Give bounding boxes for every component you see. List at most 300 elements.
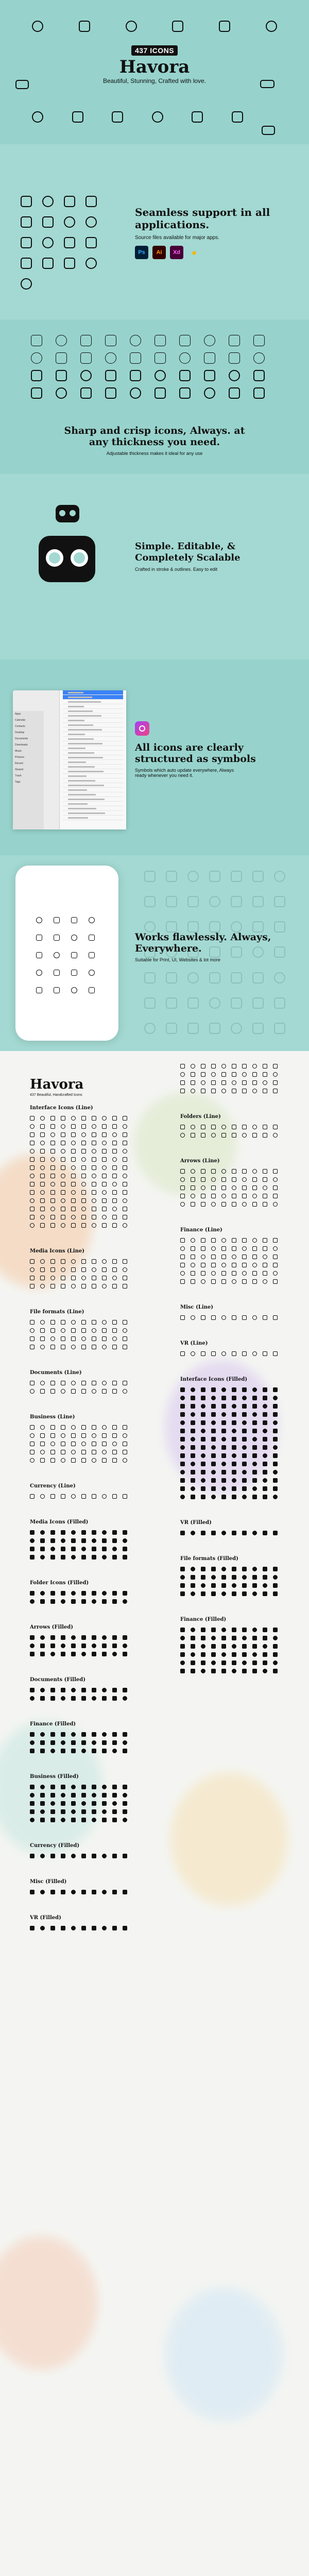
shop-icon [21, 237, 32, 248]
sidebar-item[interactable]: Tags [15, 781, 21, 784]
phone-icon-grid [36, 917, 97, 993]
symbol-menu-row[interactable] [63, 792, 123, 797]
catalog-icon [30, 1174, 35, 1178]
catalog-icon [81, 1223, 86, 1228]
grid-icon [154, 352, 166, 364]
symbols-window [13, 690, 126, 829]
catalog-icon [263, 1429, 267, 1433]
catalog-section [180, 1158, 283, 1207]
catalog-icon [232, 1660, 236, 1665]
tv-icon [64, 258, 75, 269]
catalog-icon [273, 1169, 278, 1174]
catalog-icon [50, 1116, 55, 1121]
catalog-icon [123, 1652, 127, 1656]
catalog-icon [201, 1652, 205, 1657]
catalog-icon [232, 1470, 236, 1475]
catalog-icon [112, 1381, 117, 1385]
symbol-menu-row[interactable] [63, 806, 123, 811]
catalog-icon [71, 1652, 76, 1656]
catalog-icon [30, 1284, 35, 1289]
catalog-icon [40, 1124, 45, 1129]
catalog-icon [50, 1555, 55, 1560]
catalog-icon [40, 1801, 45, 1806]
sidebar-item[interactable]: Downloads [15, 743, 28, 747]
section-icon-grid [180, 1315, 283, 1320]
catalog-icon [191, 1636, 195, 1640]
grid-icon [179, 387, 191, 399]
catalog-icon [180, 1486, 185, 1491]
catalog-icon [211, 1246, 216, 1251]
section-title: Misc (Filled) [30, 1879, 67, 1885]
support-desc: Source files available for major apps. [135, 235, 219, 241]
catalog-icon [201, 1495, 205, 1499]
catalog-icon [102, 1207, 107, 1211]
catalog-icon [232, 1169, 236, 1174]
symbol-row-placeholder [68, 757, 103, 758]
catalog-icon [50, 1635, 55, 1640]
catalog-icon [71, 1336, 76, 1341]
symbol-menu-row[interactable] [63, 714, 123, 718]
catalog-icon [201, 1194, 205, 1198]
catalog-icon [263, 1591, 267, 1596]
catalog-icon [112, 1207, 117, 1211]
catalog-icon [232, 1531, 236, 1535]
catalog-icon [112, 1442, 117, 1446]
catalog-icon [201, 1575, 205, 1580]
symbols-sidebar [13, 711, 44, 829]
symbol-menu-row[interactable] [63, 774, 123, 778]
pattern-icon [231, 921, 242, 933]
symbol-menu-row[interactable] [63, 741, 123, 746]
catalog-icon [232, 1080, 236, 1085]
catalog-icon [180, 1169, 185, 1174]
catalog-icon [191, 1072, 195, 1077]
symbol-menu-row[interactable] [63, 704, 123, 709]
catalog-icon [112, 1809, 117, 1814]
catalog-icon [232, 1351, 236, 1356]
catalog-icon [61, 1182, 65, 1187]
catalog-icon [232, 1495, 236, 1499]
symbol-row-placeholder [68, 738, 94, 740]
section-icon-grid [30, 1591, 133, 1604]
trophy-icon [85, 216, 97, 228]
sidebar-item[interactable]: Trash [15, 774, 22, 777]
catalog-icon [211, 1575, 216, 1580]
catalog-section [180, 1114, 283, 1138]
pattern-icon [187, 871, 199, 882]
sidebar-item[interactable]: Calendar [15, 719, 26, 722]
catalog-icon [211, 1644, 216, 1649]
section-title: Documents (Filled) [30, 1677, 85, 1683]
catalog-icon [81, 1157, 86, 1162]
section-title: Currency (Line) [30, 1483, 76, 1489]
catalog-icon [211, 1177, 216, 1182]
section-icon-grid [180, 1125, 283, 1138]
catalog-icon [30, 1165, 35, 1170]
symbol-menu-row[interactable] [63, 690, 123, 695]
section-icon-grid [30, 1732, 133, 1753]
symbol-menu-row[interactable] [63, 746, 123, 751]
catalog-icon [92, 1174, 96, 1178]
symbol-menu-row[interactable] [63, 695, 123, 700]
catalog-icon [92, 1284, 96, 1289]
grid-icon [229, 335, 240, 346]
catalog-icon [112, 1267, 117, 1272]
symbol-menu-row[interactable] [63, 700, 123, 704]
catalog-icon [92, 1223, 96, 1228]
catalog-icon [252, 1404, 257, 1409]
catalog-icon [221, 1263, 226, 1267]
symbol-menu-row[interactable] [63, 727, 123, 732]
catalog-icon [30, 1259, 35, 1264]
thumb-icon [152, 111, 163, 123]
catalog-icon [81, 1207, 86, 1211]
catalog-icon [40, 1749, 45, 1753]
catalog-icon [40, 1547, 45, 1551]
catalog-icon [263, 1387, 267, 1392]
sidebar-item[interactable]: Contacts [15, 725, 25, 728]
catalog-icon [123, 1643, 127, 1648]
catalog-icon [30, 1116, 35, 1121]
catalog-icon [92, 1433, 96, 1438]
catalog-icon [102, 1381, 107, 1385]
catalog-icon [201, 1387, 205, 1392]
shield-icon [64, 237, 75, 248]
section-title: Arrows (Filled) [30, 1624, 73, 1630]
catalog-icon [50, 1389, 55, 1394]
catalog-icon [211, 1315, 216, 1320]
catalog-icon [61, 1215, 65, 1219]
catalog-icon [102, 1182, 107, 1187]
catalog-icon [201, 1279, 205, 1284]
catalog-icon [50, 1149, 55, 1154]
catalog-icon [81, 1149, 86, 1154]
symbol-menu-row[interactable] [63, 802, 123, 806]
catalog-icon [71, 1259, 76, 1264]
catalog-icon [273, 1669, 278, 1673]
catalog-icon [81, 1785, 86, 1789]
catalog-icon [221, 1636, 226, 1640]
catalog-icon [252, 1194, 257, 1198]
catalog-icon [92, 1182, 96, 1187]
symbol-row-placeholder [68, 812, 105, 814]
catalog-icon [232, 1202, 236, 1207]
catalog-icon [123, 1116, 127, 1121]
catalog-icon [263, 1628, 267, 1632]
catalog-icon [61, 1223, 65, 1228]
catalog-icon [30, 1276, 35, 1280]
catalog-icon [273, 1263, 278, 1267]
pattern-icon [231, 1023, 242, 1034]
pattern-icon [144, 972, 156, 984]
catalog-icon [273, 1429, 278, 1433]
catalog-icon [112, 1132, 117, 1137]
catalog-icon [232, 1271, 236, 1276]
catalog-icon [201, 1478, 205, 1483]
catalog-icon [221, 1478, 226, 1483]
catalog-icon [201, 1420, 205, 1425]
catalog-icon [30, 1732, 35, 1737]
catalog-icon [71, 1345, 76, 1349]
catalog-icon [71, 1190, 76, 1195]
catalog-icon [123, 1165, 127, 1170]
symbol-menu-row[interactable] [63, 811, 123, 816]
catalog-icon [252, 1263, 257, 1267]
symbols-menu [59, 690, 126, 829]
symbol-menu-row[interactable] [63, 788, 123, 792]
catalog-icon [242, 1445, 247, 1450]
catalog-icon [232, 1412, 236, 1417]
catalog-icon [211, 1486, 216, 1491]
symbol-menu-row[interactable] [63, 718, 123, 723]
pattern-icon [252, 871, 264, 882]
catalog-icon [92, 1165, 96, 1170]
catalog-icon [30, 1198, 35, 1203]
catalog-icon [201, 1470, 205, 1475]
symbol-row-placeholder [68, 710, 93, 712]
catalog-icon [50, 1442, 55, 1446]
shop-icon [219, 21, 230, 32]
catalog-icon [263, 1660, 267, 1665]
medal-icon [42, 237, 54, 248]
catalog-icon [40, 1818, 45, 1822]
catalog-icon [81, 1696, 86, 1701]
catalog-icon [71, 1425, 76, 1430]
app-badge: ◆ [187, 246, 201, 259]
app-icon [36, 935, 42, 941]
catalog-icon [102, 1284, 107, 1289]
catalog-icon [123, 1749, 127, 1753]
symbol-menu-row[interactable] [63, 709, 123, 714]
catalog-icon [211, 1531, 216, 1535]
catalog-icon [71, 1328, 76, 1333]
catalog-icon [221, 1169, 226, 1174]
symbol-menu-row[interactable] [63, 751, 123, 755]
grid-icon [154, 370, 166, 381]
symbols-text [135, 742, 289, 778]
catalog-icon [242, 1169, 247, 1174]
catalog-icon [273, 1279, 278, 1284]
catalog-icon [81, 1458, 86, 1463]
catalog-icon [180, 1445, 185, 1450]
catalog-icon [252, 1279, 257, 1284]
sidebar-item[interactable]: Apps [15, 713, 21, 716]
catalog-icon [232, 1628, 236, 1632]
catalog-icon [201, 1429, 205, 1433]
catalog-icon [102, 1854, 107, 1858]
catalog-icon [40, 1635, 45, 1640]
catalog-icon [263, 1125, 267, 1129]
section-icon-grid [180, 1567, 283, 1596]
catalog-icon [71, 1818, 76, 1822]
catalog-icon [221, 1591, 226, 1596]
grid-icon [154, 335, 166, 346]
catalog-icon [92, 1276, 96, 1280]
crisp-icon-grid [31, 335, 265, 399]
catalog-icon [242, 1429, 247, 1433]
catalog-icon [242, 1133, 247, 1138]
grid-icon [179, 370, 191, 381]
catalog-icon [102, 1599, 107, 1604]
catalog-icon [242, 1470, 247, 1475]
catalog-icon [232, 1177, 236, 1182]
catalog-icon [40, 1732, 45, 1737]
catalog-icon [232, 1453, 236, 1458]
catalog-icon [221, 1644, 226, 1649]
catalog-icon [112, 1141, 117, 1145]
catalog-icon [92, 1345, 96, 1349]
catalog-icon [112, 1749, 117, 1753]
sidebar-item[interactable]: Documents [15, 737, 28, 740]
catalog-icon [61, 1793, 65, 1798]
catalog-icon [102, 1320, 107, 1325]
catalog-icon [180, 1263, 185, 1267]
catalog-icon [201, 1125, 205, 1129]
sidebar-item[interactable]: Music [15, 750, 22, 753]
grid-icon [130, 370, 141, 381]
catalog-icon [252, 1169, 257, 1174]
catalog-icon [201, 1255, 205, 1259]
catalog-icon [61, 1643, 65, 1648]
catalog-icon [81, 1174, 86, 1178]
catalog-icon [242, 1437, 247, 1442]
catalog-icon [263, 1445, 267, 1450]
catalog-icon [232, 1583, 236, 1588]
image-icon [192, 111, 203, 123]
sidebar-item[interactable]: Shared [15, 768, 24, 771]
catalog-icon [263, 1437, 267, 1442]
catalog-icon [242, 1263, 247, 1267]
catalog-icon [102, 1223, 107, 1228]
symbol-menu-row[interactable] [63, 769, 123, 774]
symbol-menu-row[interactable] [63, 755, 123, 760]
catalog-icon [71, 1165, 76, 1170]
icon-count-badge: 437 ICONS [131, 45, 178, 56]
catalog-icon [211, 1089, 216, 1093]
catalog-icon [123, 1793, 127, 1798]
catalog-icon [30, 1854, 35, 1858]
catalog-icon [242, 1660, 247, 1665]
catalog-icon [123, 1336, 127, 1341]
catalog-icon [180, 1412, 185, 1417]
catalog-icon [123, 1696, 127, 1701]
grid-icon [204, 387, 215, 399]
catalog-icon [30, 1801, 35, 1806]
catalog-icon [211, 1478, 216, 1483]
catalog-icon [123, 1157, 127, 1162]
catalog-icon [180, 1437, 185, 1442]
catalog-icon [112, 1652, 117, 1656]
catalog-icon [201, 1177, 205, 1182]
catalog-icon [30, 1381, 35, 1385]
catalog-icon [102, 1591, 107, 1596]
catalog-icon [232, 1591, 236, 1596]
catalog-icon [102, 1458, 107, 1463]
catalog-icon [30, 1809, 35, 1814]
symbol-menu-row[interactable] [63, 723, 123, 727]
catalog-icon [50, 1328, 55, 1333]
catalog-icon [50, 1207, 55, 1211]
catalog-icon [112, 1157, 117, 1162]
catalog-icon [81, 1425, 86, 1430]
catalog-icon [242, 1583, 247, 1588]
catalog-icon [242, 1246, 247, 1251]
catalog-icon [191, 1660, 195, 1665]
catalog-icon [71, 1591, 76, 1596]
support-panel [0, 144, 309, 319]
pattern-icon [274, 871, 285, 882]
symbol-menu-row[interactable] [63, 797, 123, 802]
catalog-icon [201, 1089, 205, 1093]
catalog-icon [211, 1495, 216, 1499]
catalog-section [180, 1304, 283, 1320]
catalog-icon [30, 1345, 35, 1349]
catalog-icon [191, 1478, 195, 1483]
grid-icon [85, 196, 97, 207]
sidebar-item[interactable]: Pictures [15, 756, 25, 759]
catalog-icon [102, 1793, 107, 1798]
grid-icon [31, 352, 42, 364]
symbols-title: All icons are clearly structured as symbols [135, 742, 256, 765]
catalog-icon [221, 1420, 226, 1425]
symbol-menu-row[interactable] [63, 783, 123, 788]
app-icon [54, 987, 60, 993]
catalog-icon [71, 1785, 76, 1789]
symbol-menu-row[interactable] [63, 737, 123, 741]
pattern-icon [144, 921, 156, 933]
symbol-menu-row[interactable] [63, 778, 123, 783]
catalog-icon [252, 1495, 257, 1499]
catalog-icon [273, 1185, 278, 1190]
catalog-icon [102, 1749, 107, 1753]
catalog-icon [123, 1320, 127, 1325]
hero-panel [0, 0, 309, 144]
catalog-icon [123, 1284, 127, 1289]
section-icon-grid [30, 1854, 133, 1858]
sidebar-item[interactable]: Desktop [15, 731, 25, 734]
bg-blob [165, 2287, 283, 2421]
pattern-icon [252, 1023, 264, 1034]
catalog-icon [92, 1696, 96, 1701]
flawless-text [135, 931, 289, 962]
catalog-icon [92, 1890, 96, 1894]
catalog-section [30, 1677, 133, 1701]
symbol-menu-row[interactable] [63, 760, 123, 765]
pattern-icon [166, 997, 177, 1009]
catalog-icon [232, 1072, 236, 1077]
catalog-icon [252, 1387, 257, 1392]
catalog-icon [232, 1133, 236, 1138]
catalog-icon [71, 1381, 76, 1385]
catalog-icon [252, 1644, 257, 1649]
catalog-icon [180, 1255, 185, 1259]
catalog-icon [112, 1336, 117, 1341]
symbol-menu-row[interactable] [63, 732, 123, 737]
sidebar-item[interactable]: Recent [15, 762, 23, 765]
catalog-section [180, 1341, 283, 1356]
catalog-icon [30, 1320, 35, 1325]
symbol-menu-row[interactable] [63, 765, 123, 769]
symbols-app-icon [135, 721, 149, 736]
support-text [135, 206, 289, 259]
catalog-icon [50, 1793, 55, 1798]
catalog-icon [123, 1591, 127, 1596]
symbol-menu-row[interactable] [63, 816, 123, 820]
catalog-icon [30, 1652, 35, 1656]
photo-icon [64, 196, 75, 207]
symbol-row-placeholder [68, 817, 88, 819]
catalog-icon [102, 1926, 107, 1930]
